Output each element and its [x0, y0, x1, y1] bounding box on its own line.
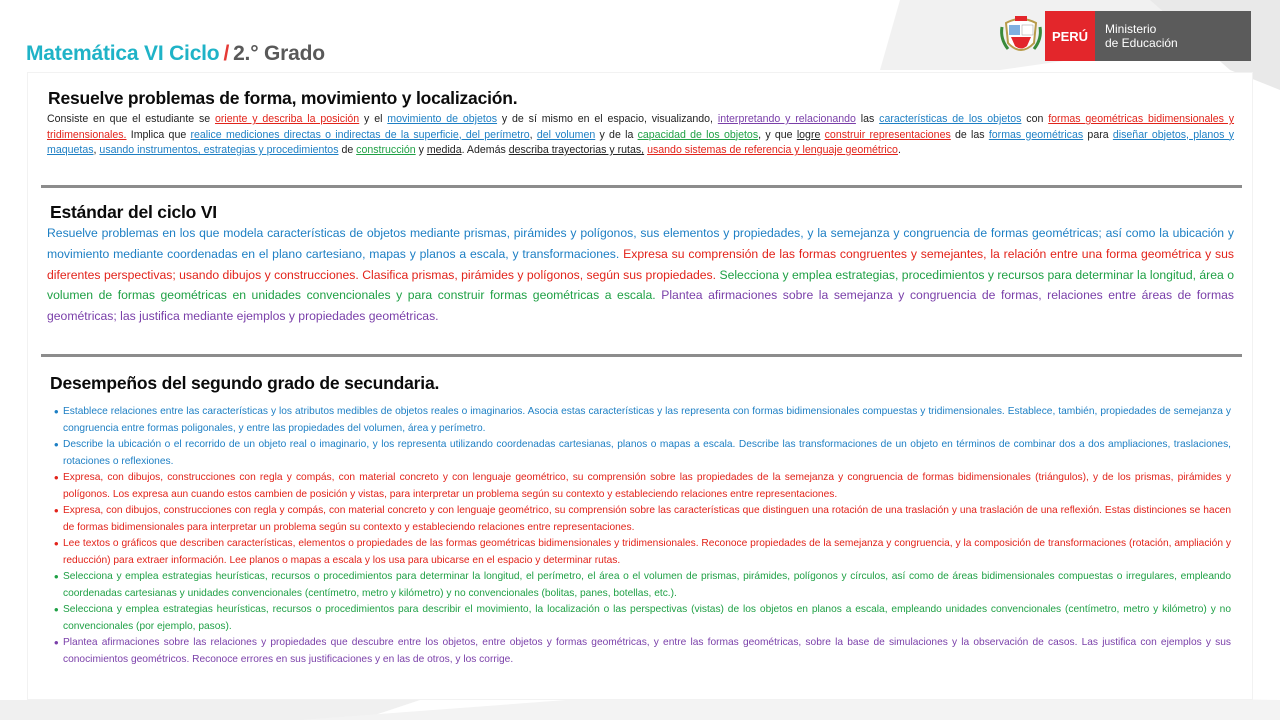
- competence-description: [47, 112, 1234, 159]
- competence-segment: las: [855, 113, 880, 125]
- competence-segment: de las: [950, 128, 989, 141]
- divider: [41, 354, 1242, 357]
- performance-item: • Lee textos o gráficos que describen características, elementos o propiedades de las formas geométricas bidimensionales y tridimensionales. Reconoce propiedades de la semejanza y congruencia, y la composición de transformaciones (rotación, ampliación y reducción) para extraer información. Lee planos o mapas a escala y los usa para ubicarse en el espacio y determinar rutas.: [54, 536, 1231, 569]
- competence-segment: logre: [796, 128, 821, 141]
- competence-segment: y de la: [595, 128, 638, 141]
- peru-label: PERÚ: [1051, 28, 1089, 44]
- performance-item: • Expresa, con dibujos, construcciones con regla y compás, con material concreto y con lenguaje geométrico, su comprensión sobre las propiedades de la semejanza y congruencia de formas bidimensionales (triángulos), y de los prismas, pirámides y polígonos. Los expresa aun cuando estos cambien de posición y vistas, para interpretar un problema según su contexto y estableciendo relaciones entre representaciones.: [54, 470, 1231, 503]
- performance-item: • Selecciona y emplea estrategias heurísticas, recursos o procedimientos para describir el movimiento, la localización o las perspectivas (vistas) de los objetos en planos a escala, empleando unidades convencionales (centímetro, metro y kilómetro) y no convencionales (por ejemplo, pasos).: [54, 602, 1231, 635]
- competence-segment: diseñar objetos, planos y maquetas: [47, 128, 1234, 156]
- competence-segment: y de sí mismo en el espacio, visualizando,: [497, 113, 718, 125]
- competence-segment: interpretando y relacionando: [717, 113, 856, 125]
- competence-segment: usando sistemas de referencia y lenguaje geométrico: [647, 144, 898, 156]
- ministry-line1: Ministerio: [1105, 22, 1157, 36]
- competence-segment: realice mediciones directas o indirectas de la superficie, del perímetro: [190, 128, 530, 141]
- competence-segment: y: [415, 144, 427, 156]
- competence-segment: y el: [359, 113, 388, 125]
- competence-segment: .: [897, 144, 901, 156]
- competence-segment: oriente y describa la posición: [215, 113, 360, 125]
- page-title: [26, 42, 325, 66]
- title-grade: 2.° Grado: [233, 42, 325, 65]
- competence-segment: Consiste en que el estudiante se: [47, 113, 216, 125]
- competence-segment: , y que: [758, 128, 797, 141]
- performance-list: [54, 404, 1231, 668]
- competence-segment: capacidad de los objetos: [637, 128, 759, 141]
- standard-segment: Resuelve problemas en los que modela características de objetos mediante prismas, pirámides y polígonos, sus elementos y propiedades, y la semejanza y congruencia de formas geométricas; así como la ubicación y movimiento mediante coordenadas en el plano cartesiano, mapas y planos a escala, y transformaciones.: [47, 226, 1234, 261]
- peru-coat-of-arms-icon: [998, 13, 1044, 59]
- performance-item: • Expresa, con dibujos, construcciones con regla y compás, con material concreto y con lenguaje geométrico, su comprensión sobre las características que distinguen una rotación de una traslación y una traslación de una reflexión. Estas distinciones se hacen de formas bidimensionales para interpretar un problema según su contexto y estableciendo relaciones entre representaciones.: [54, 503, 1231, 536]
- competence-segment: . Además: [461, 144, 509, 156]
- competence-segment: ,: [529, 128, 537, 141]
- standard-description: [47, 223, 1234, 327]
- performance-item: • Establece relaciones entre las características y los atributos medibles de objetos reales o imaginarios. Asocia estas características y las representa con formas bidimensionales compuestas y tridimensionales. Establece, también, propiedades de semejanza y congruencia entre formas poligonales, y entre las propiedades del volumen, área y perímetro.: [54, 404, 1231, 437]
- standard-segment: Expresa su comprensión de las formas congruentes y semejantes, la relación entre una forma geométrica y sus diferentes perspectivas; usando dibujos y construcciones. Clasifica prismas, pirámides y polígonos, según sus propiedades.: [47, 246, 1234, 282]
- competence-segment: con: [1021, 113, 1049, 125]
- title-separator: /: [223, 42, 230, 65]
- ministry-badge: [1095, 11, 1251, 61]
- competence-segment: describa trayectorias y rutas,: [508, 144, 645, 156]
- competence-segment: construcción: [356, 144, 416, 156]
- divider: [41, 185, 1242, 188]
- competence-segment: formas geométricas: [988, 128, 1084, 141]
- title-subject: Matemática VI Ciclo: [26, 42, 220, 65]
- section-competence-title: Resuelve problemas de forma, movimiento y localización.: [48, 88, 518, 108]
- competence-segment: construir representaciones: [824, 128, 951, 141]
- competence-segment: para: [1083, 128, 1113, 141]
- performance-item: • Selecciona y emplea estrategias heurísticas, recursos o procedimientos para determinar la longitud, el perímetro, el área o el volumen de prismas, pirámides, polígonos y círculos, así como de áreas bidimensionales compuestas o irregulares, empleando coordenadas cartesianas y unidades convencionales (centímetro, metro y kilómetro) y no convencionales (bolitas, panes, botellas, etc.).: [54, 569, 1231, 602]
- competence-segment: Implica que: [126, 128, 191, 141]
- peru-badge: [1045, 11, 1095, 61]
- competence-segment: movimiento de objetos: [387, 113, 498, 125]
- competence-segment: de: [338, 144, 357, 156]
- standard-segment: Plantea afirmaciones sobre la semejanza y congruencia de formas, relaciones entre áreas de formas geométricas; las justifica mediante ejemplos y propiedades geométricas.: [47, 288, 1234, 324]
- performance-item: • Plantea afirmaciones sobre las relaciones y propiedades que descubre entre los objetos, entre objetos y formas geométricas, y entre las formas geométricas, sobre la base de simulaciones y la observación de casos. Las justifica con ejemplos y sus conocimientos geométricos. Reconoce errores en sus justificaciones y en las de otros, y los corrige.: [54, 635, 1231, 668]
- section-performance-title: Desempeños del segundo grado de secundaria.: [50, 373, 440, 393]
- competence-segment: usando instrumentos, estrategias y procedimientos: [99, 144, 339, 156]
- competence-segment: características de los objetos: [879, 113, 1022, 125]
- competence-segment: ,: [93, 144, 100, 156]
- standard-segment: Selecciona y emplea estrategias, procedimientos y recursos para determinar la longitud, área o volumen de formas geométricas en unidades convencionales y para construir formas geométricas a escala.: [47, 267, 1234, 303]
- section-standard-title: Estándar del ciclo VI: [50, 202, 217, 222]
- ministry-line2: de Educación: [1105, 36, 1178, 50]
- performance-item: • Describe la ubicación o el recorrido de un objeto real o imaginario, y los representa utilizando coordenadas cartesianas, planos o mapas a escala. Describe las transformaciones de un objeto en términos de combinar dos a dos ampliaciones, traslaciones, rotaciones o reflexiones.: [54, 437, 1231, 470]
- competence-segment: formas geométricas bidimensionales y tridimensionales.: [47, 113, 1235, 141]
- competence-segment: medida: [426, 144, 462, 156]
- competence-segment: del volumen: [536, 128, 596, 141]
